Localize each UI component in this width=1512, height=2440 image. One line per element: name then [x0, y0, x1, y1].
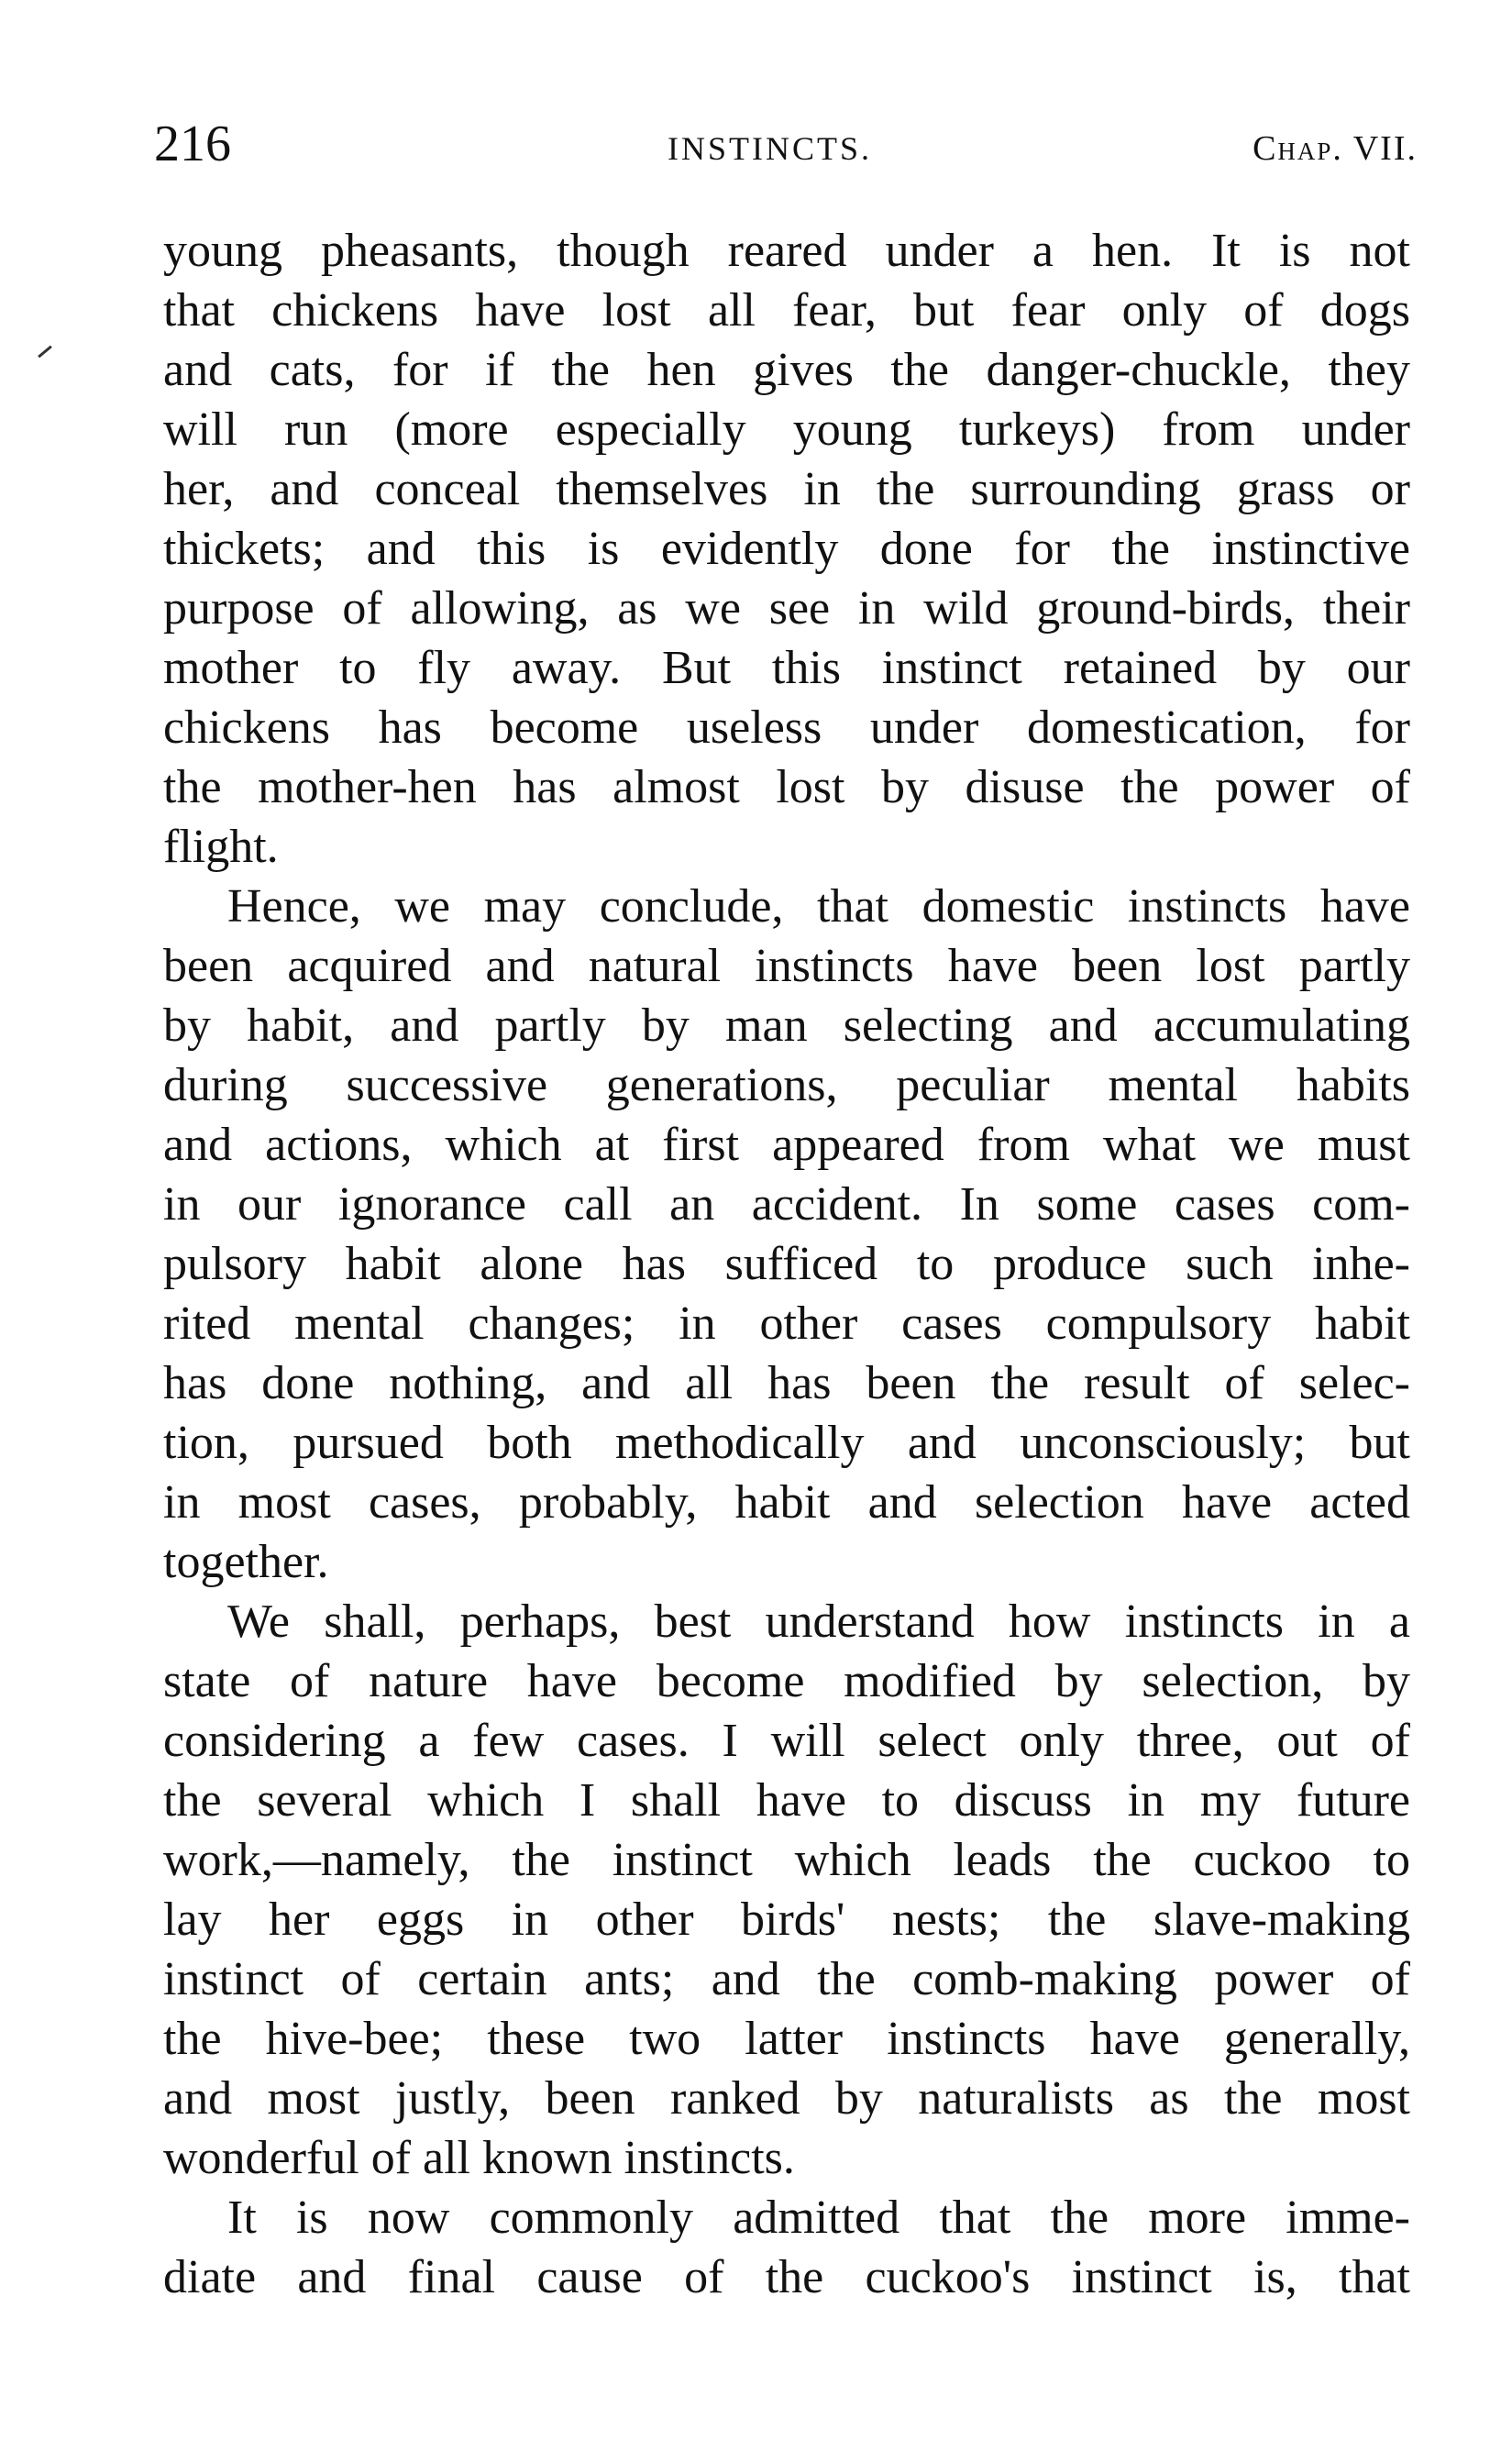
- text-line: the mother-hen has almost lost by disuse the power of: [163, 761, 1410, 813]
- text-line: state of nature have become modified by selection, by: [163, 1655, 1410, 1707]
- text-line: will run (more especially young turkeys) from under: [163, 403, 1410, 456]
- text-line: the hive-bee; these two latter instincts have generally,: [163, 2013, 1410, 2065]
- chapter-label: Chap. VII.: [1253, 129, 1418, 168]
- text-line: that chickens have lost all fear, but fear only of dogs: [163, 284, 1410, 337]
- running-title: INSTINCTS.: [668, 130, 873, 167]
- text-line: We shall, perhaps, best understand how instincts in a: [227, 1595, 1410, 1648]
- text-line: during successive generations, peculiar mental habits: [163, 1059, 1410, 1111]
- paragraph-4: [163, 2188, 1410, 2307]
- text-line: and actions, which at first appeared from what we must: [163, 1119, 1410, 1171]
- text-line: in most cases, probably, habit and selection have acted: [163, 1476, 1410, 1529]
- text-line: has done nothing, and all has been the result of selec-: [163, 1357, 1410, 1409]
- text-line: Hence, we may conclude, that domestic instincts have: [227, 880, 1410, 933]
- text-line: mother to fly away. But this instinct retained by our: [163, 642, 1410, 694]
- paragraph-1: [163, 221, 1410, 877]
- text-line: chickens has become useless under domestication, for: [163, 701, 1410, 754]
- text-line: wonderful of all known instincts.: [163, 2132, 795, 2184]
- body-text: [163, 221, 1410, 2307]
- text-line: It is now commonly admitted that the more imme-: [227, 2192, 1410, 2244]
- text-line: pulsory habit alone has sufficed to produce such inhe-: [163, 1238, 1410, 1290]
- margin-pencil-mark: [38, 346, 52, 359]
- text-line: and cats, for if the hen gives the danger-chuckle, they: [163, 344, 1410, 396]
- text-line: instinct of certain ants; and the comb-making power of: [163, 1953, 1410, 2005]
- text-line: young pheasants, though reared under a hen. It is not: [163, 225, 1410, 277]
- text-line: purpose of allowing, as we see in wild ground-birds, their: [163, 582, 1410, 635]
- text-line: the several which I shall have to discuss in my future: [163, 1774, 1410, 1827]
- paragraph-2: [163, 877, 1410, 1592]
- text-line: work,—namely, the instinct which leads the cuckoo to: [163, 1834, 1410, 1886]
- text-line: rited mental changes; in other cases compulsory habit: [163, 1297, 1410, 1350]
- text-line: tion, pursued both methodically and unconsciously; but: [163, 1417, 1410, 1469]
- text-line: in our ignorance call an accident. In some cases com-: [163, 1178, 1410, 1231]
- text-line: together.: [163, 1536, 329, 1588]
- text-line: and most justly, been ranked by naturalists as the most: [163, 2072, 1410, 2125]
- text-line: by habit, and partly by man selecting and accumulating: [163, 999, 1410, 1052]
- text-line: thickets; and this is evidently done for the instinctive: [163, 523, 1410, 575]
- running-head: [154, 112, 1418, 176]
- text-line: her, and conceal themselves in the surrounding grass or: [163, 463, 1410, 515]
- text-line: considering a few cases. I will select only three, out of: [163, 1715, 1410, 1767]
- text-line: flight.: [163, 821, 279, 873]
- text-line: diate and final cause of the cuckoo's instinct is, that: [163, 2251, 1410, 2303]
- paragraph-3: [163, 1592, 1410, 2188]
- page-number: 216: [154, 116, 231, 172]
- text-line: lay her eggs in other birds' nests; the slave-making: [163, 1893, 1410, 1946]
- text-line: been acquired and natural instincts have been lost partly: [163, 940, 1410, 992]
